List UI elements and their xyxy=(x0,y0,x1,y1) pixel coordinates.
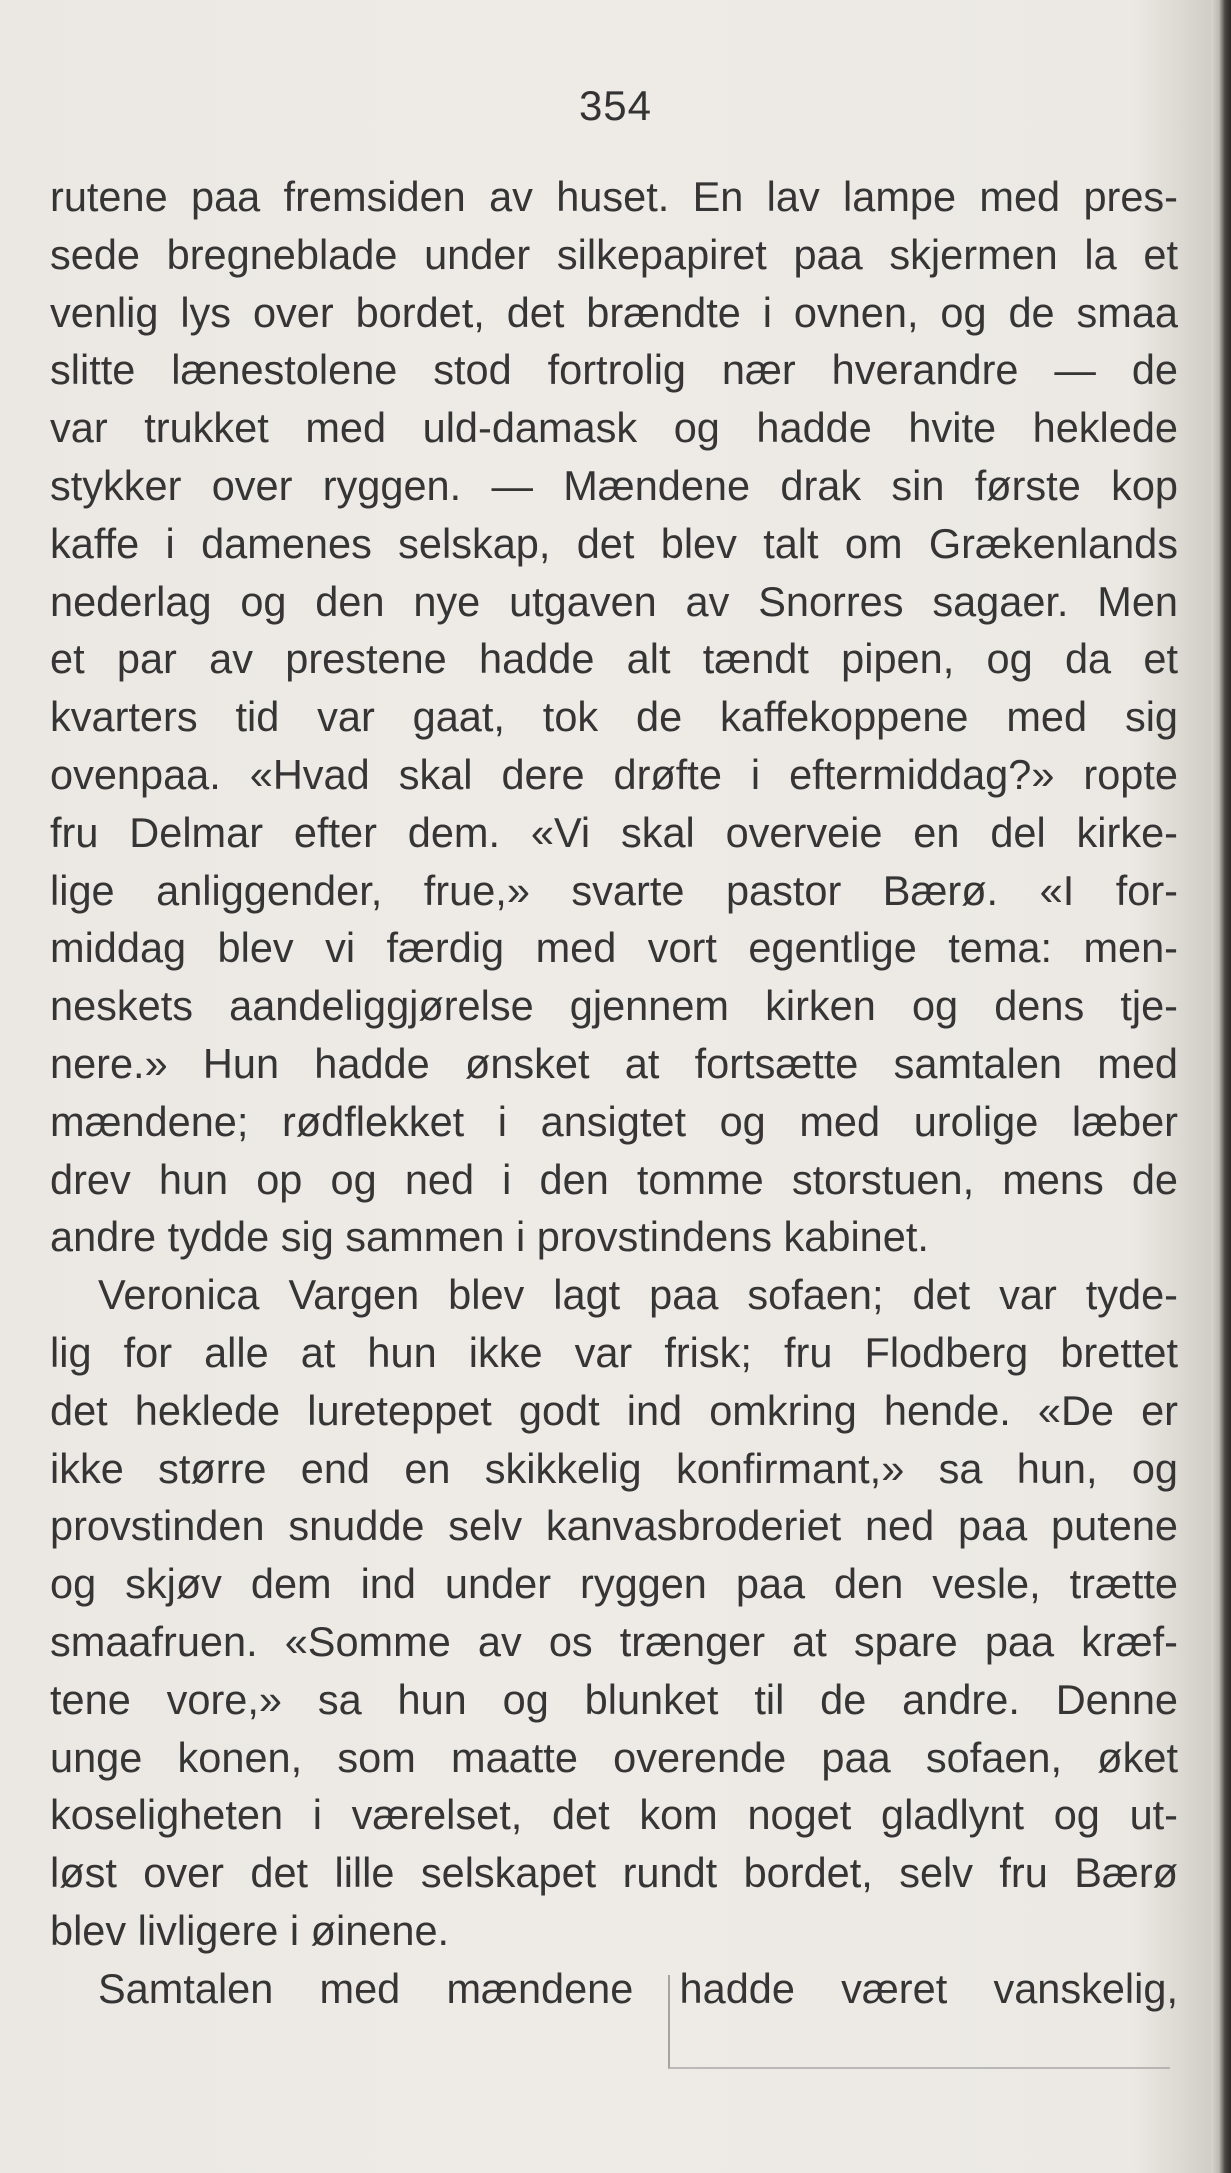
text-line: unge konen, som maatte overende paa sofaen, øket xyxy=(50,1733,1178,1781)
text-line: smaafruen. «Somme av os trænger at spare paa kræf- xyxy=(50,1617,1178,1665)
text-line: tene vore,» sa hun og blunket til de andre. Denne xyxy=(50,1675,1178,1723)
text-line: kvarters tid var gaat, tok de kaffekoppene med sig xyxy=(50,693,1178,741)
text-line: Veronica Vargen blev lagt paa sofaen; det var tyde- xyxy=(98,1271,1178,1319)
page-edge xyxy=(1211,0,1231,2173)
text-line: nere.» Hun hadde ønsket at fortsætte samtalen med xyxy=(50,1039,1178,1087)
text-line: et par av prestene hadde alt tændt pipen, og da et xyxy=(50,635,1178,683)
text-line: middag blev vi færdig med vort egentlige tema: men- xyxy=(50,924,1178,972)
text-line: var trukket med uld-damask og hadde hvite heklede xyxy=(50,404,1178,452)
text-line: drev hun op og ned i den tomme storstuen, mens de xyxy=(50,1155,1178,1203)
text-line: ikke større end en skikkelig konfirmant,» sa hun, og xyxy=(50,1444,1178,1492)
text-line: neskets aandeliggjørelse gjennem kirken og dens tje- xyxy=(50,982,1178,1030)
scan-artifact-line xyxy=(668,1975,1170,2069)
text-line: nederlag og den nye utgaven av Snorres sagaer. Men xyxy=(50,577,1178,625)
text-line: fru Delmar efter dem. «Vi skal overveie en del kirke- xyxy=(50,808,1178,856)
text-line: lig for alle at hun ikke var frisk; fru Flodberg brettet xyxy=(50,1328,1178,1376)
text-line: slitte lænestolene stod fortrolig nær hverandre — de xyxy=(50,346,1178,394)
text-line: lige anliggender, frue,» svarte pastor Bærø. «I for- xyxy=(50,866,1178,914)
text-line: kaffe i damenes selskap, det blev talt om Grækenlands xyxy=(50,519,1178,567)
text-line: stykker over ryggen. — Mændene drak sin første kop xyxy=(50,461,1178,509)
text-line: rutene paa fremsiden av huset. En lav lampe med pres- xyxy=(50,173,1178,220)
text-line: andre tydde sig sammen i provstindens kabinet. xyxy=(50,1213,929,1261)
text-line: provstinden snudde selv kanvasbroderiet ned paa putene xyxy=(50,1502,1178,1550)
body-text xyxy=(50,168,1178,2018)
text-line: koseligheten i værelset, det kom noget gladlynt og ut- xyxy=(50,1791,1178,1839)
text-line: ovenpaa. «Hvad skal dere drøfte i eftermiddag?» ropte xyxy=(50,750,1178,798)
text-line: det heklede lureteppet godt ind omkring hende. «De er xyxy=(50,1386,1178,1434)
text-line: Samtalen med mændene hadde været vanskelig, xyxy=(98,1964,1178,2012)
text-line: venlig lys over bordet, det brændte i ovnen, og de smaa xyxy=(50,288,1178,336)
page-number: 354 xyxy=(578,82,653,129)
text-line: løst over det lille selskapet rundt bordet, selv fru Bærø xyxy=(50,1849,1178,1897)
text-line: mændene; rødflekket i ansigtet og med urolige læber xyxy=(50,1097,1178,1145)
text-line: blev livligere i øinene. xyxy=(50,1906,450,1954)
text-line: og skjøv dem ind under ryggen paa den vesle, trætte xyxy=(50,1560,1178,1608)
text-line: sede bregneblade under silkepapiret paa skjermen la et xyxy=(50,230,1178,278)
